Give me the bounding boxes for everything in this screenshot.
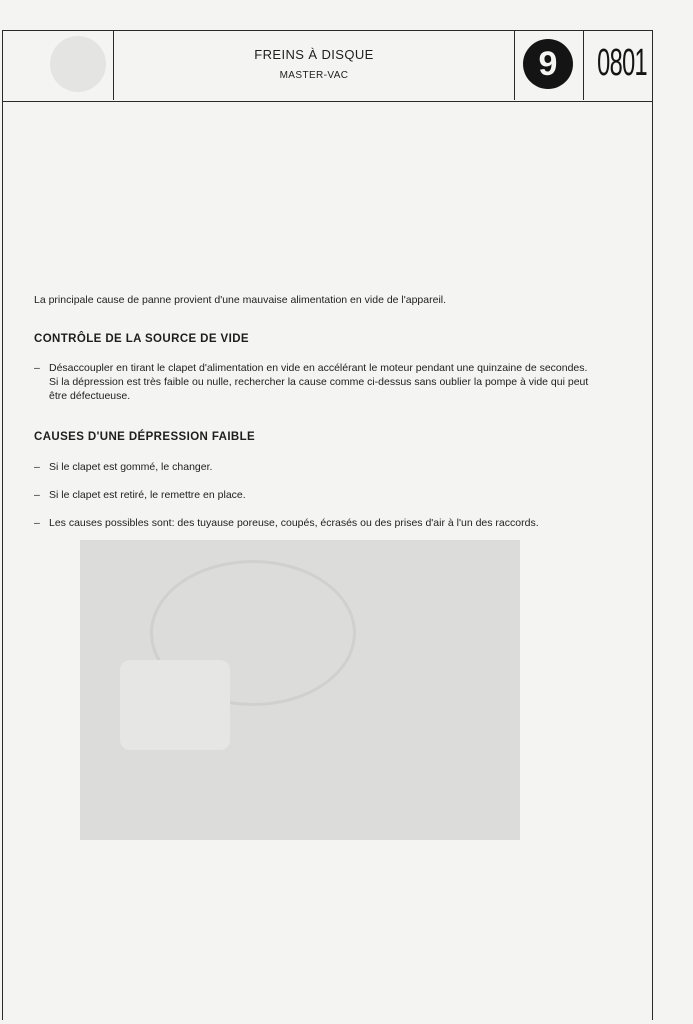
bullet-dash: – xyxy=(34,489,40,501)
chapter-badge: 9 xyxy=(523,39,573,89)
section-heading-causes: CAUSES D'UNE DÉPRESSION FAIBLE xyxy=(34,431,256,443)
page-title: FREINS À DISQUE xyxy=(254,47,374,62)
list-item-text: Si le clapet est gommé, le changer. xyxy=(49,461,213,473)
page-subtitle: MASTER-VAC xyxy=(279,70,349,81)
list-item xyxy=(34,361,634,403)
faded-photo xyxy=(80,540,520,840)
list-item-line: être défectueuse. xyxy=(49,390,131,402)
header-title-cell xyxy=(114,30,514,100)
bullet-dash: – xyxy=(34,517,40,529)
header-code-cell xyxy=(584,30,653,100)
intro-paragraph: La principale cause de panne provient d'une mauvaise alimentation en vide de l'appareil. xyxy=(34,294,447,306)
list-item-line: Désaccoupler en tirant le clapet d'alimentation en vide en accélérant le moteur pendant une quinzaine de secondes. xyxy=(49,362,588,374)
header-chapter-cell xyxy=(514,30,584,100)
list-item xyxy=(34,460,634,474)
header-left-cell xyxy=(2,30,114,100)
page-header xyxy=(2,30,653,102)
page-code: 0801 xyxy=(597,42,648,84)
list-item-text: Les causes possibles sont: des tuyause poreuse, coupés, écrasés ou des prises d'air à l'un des raccords. xyxy=(49,517,539,529)
ghost-chapter-mark xyxy=(50,36,106,92)
list-item-text: Si le clapet est retiré, le remettre en place. xyxy=(49,489,246,501)
section-heading-source-vide: CONTRÔLE DE LA SOURCE DE VIDE xyxy=(34,333,249,345)
photo-reservoir-shape xyxy=(120,660,230,750)
list-item-line: Si la dépression est très faible ou nulle, rechercher la cause comme ci-dessus sans oublier la pompe à vide qui peut xyxy=(49,376,589,388)
list-item xyxy=(34,488,634,502)
list-item xyxy=(34,516,634,530)
list-item-body xyxy=(49,361,588,403)
bullet-dash: – xyxy=(34,362,40,374)
bullet-dash: – xyxy=(34,461,40,473)
